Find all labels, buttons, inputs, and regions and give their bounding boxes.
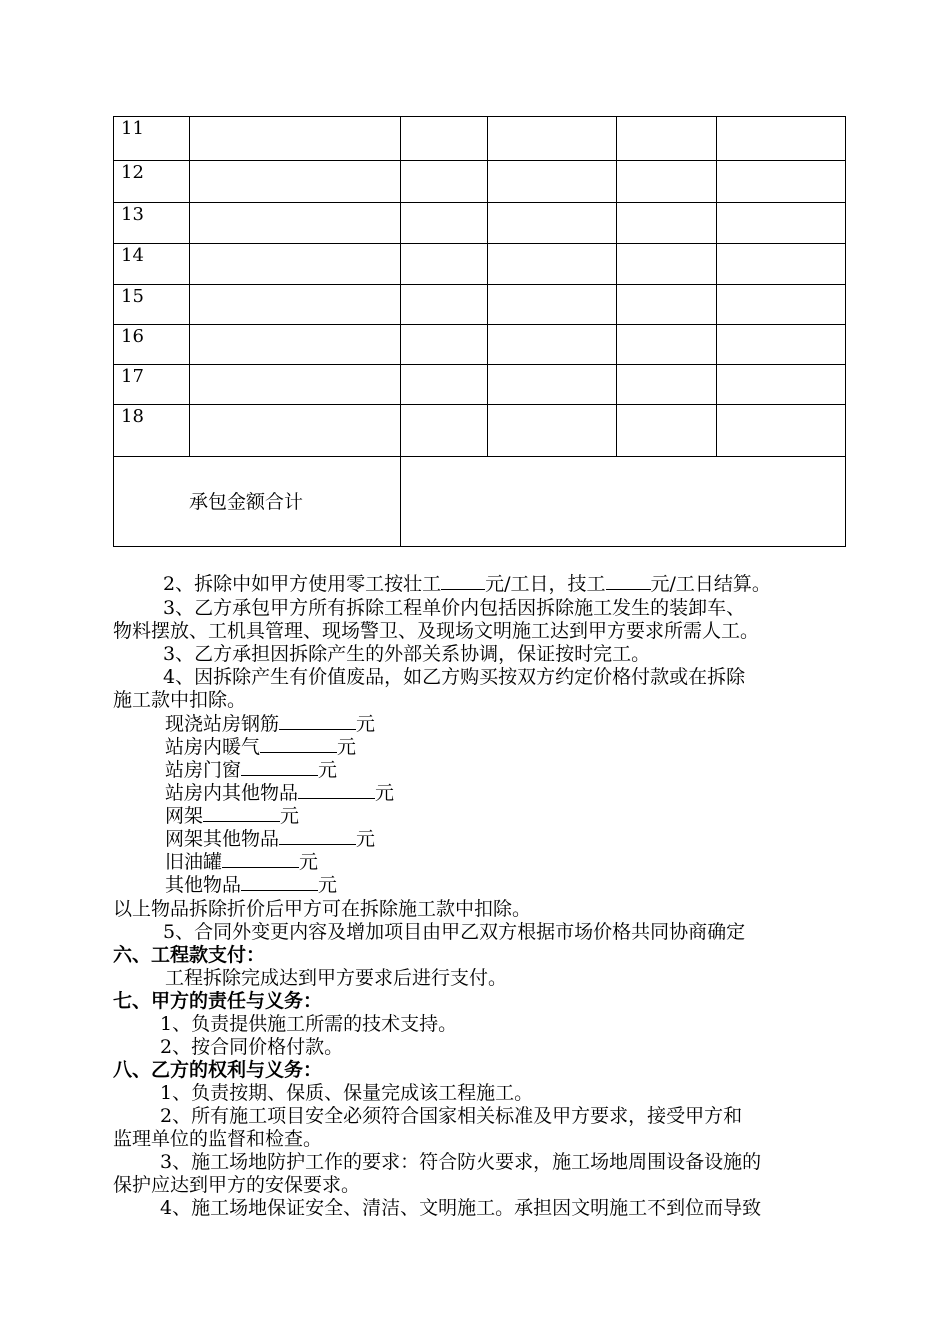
item-name: 站房内其他物品	[165, 782, 299, 804]
clause-4-line1: 4、因拆除产生有价值废品，如乙方购买按双方约定价格付款或在拆除	[163, 666, 746, 688]
item-name: 站房门窗	[165, 759, 242, 781]
item-name: 旧油罐	[165, 851, 223, 873]
section-8-title: 八、乙方的权利与义务：	[113, 1059, 323, 1081]
table-cell	[401, 161, 488, 203]
blank-field	[606, 572, 651, 590]
price-blank	[241, 758, 318, 776]
table-cell	[401, 203, 488, 244]
table-row	[114, 244, 846, 285]
table-cell	[717, 161, 846, 203]
salvage-item	[165, 804, 299, 827]
salvage-item	[165, 827, 375, 850]
total-label: 承包金额合计	[114, 457, 401, 547]
price-blank	[279, 712, 356, 730]
row-number: 13	[114, 203, 190, 244]
table-cell	[717, 244, 846, 285]
table-cell	[401, 244, 488, 285]
table-cell	[401, 117, 488, 161]
table-row	[114, 365, 846, 405]
table-row	[114, 117, 846, 161]
table-cell	[488, 365, 617, 405]
table-cell	[717, 405, 846, 457]
clause-3b: 3、乙方承担因拆除产生的外部关系协调，保证按时完工。	[163, 643, 651, 665]
salvage-item	[165, 850, 318, 873]
row-number: 12	[114, 161, 190, 203]
table-cell	[190, 285, 401, 325]
table-cell	[401, 365, 488, 405]
price-blank	[241, 873, 318, 891]
row-number: 15	[114, 285, 190, 325]
price-blank	[298, 781, 375, 799]
item-name: 现浇站房钢筋	[165, 713, 280, 735]
table-cell	[190, 325, 401, 365]
salvage-item	[165, 712, 375, 735]
table-cell	[488, 325, 617, 365]
table-cell	[488, 161, 617, 203]
section-7-item: 1、负责提供施工所需的技术支持。	[160, 1013, 458, 1035]
table-cell	[717, 285, 846, 325]
section-7-title: 七、甲方的责任与义务：	[113, 990, 323, 1012]
item-unit: 元	[375, 782, 395, 804]
clause-4-line2: 施工款中扣除。	[113, 689, 247, 711]
total-row	[114, 457, 846, 547]
table-cell	[190, 244, 401, 285]
table-cell	[190, 405, 401, 457]
item-unit: 元	[356, 713, 376, 735]
row-number: 11	[114, 117, 190, 161]
table-row	[114, 285, 846, 325]
item-unit: 元	[318, 874, 338, 896]
total-amount-cell	[401, 457, 846, 547]
section-8-item-1: 1、负责按期、保质、保量完成该工程施工。	[160, 1082, 534, 1104]
table-cell	[488, 285, 617, 325]
salvage-item	[165, 758, 337, 781]
table-cell	[401, 285, 488, 325]
table-cell	[617, 203, 717, 244]
table-cell	[617, 161, 717, 203]
table-cell	[488, 405, 617, 457]
clause-5: 5、合同外变更内容及增加项目由甲乙双方根据市场价格共同协商确定	[163, 921, 746, 943]
salvage-item	[165, 781, 394, 804]
table-row	[114, 325, 846, 365]
table-row	[114, 161, 846, 203]
section-8-item-4: 4、施工场地保证安全、清洁、文明施工。承担因文明施工不到位而导致	[160, 1197, 762, 1219]
table-cell	[190, 117, 401, 161]
row-number: 16	[114, 325, 190, 365]
price-blank	[222, 850, 299, 868]
item-name: 网架	[165, 805, 204, 827]
salvage-item	[165, 873, 337, 896]
row-number: 14	[114, 244, 190, 285]
table-cell	[401, 325, 488, 365]
clause-3a-line1: 3、乙方承包甲方所有拆除工程单价内包括因拆除施工发生的装卸车、	[163, 597, 746, 619]
table-cell	[617, 244, 717, 285]
table-cell	[488, 117, 617, 161]
table-cell	[488, 244, 617, 285]
blank-field	[441, 572, 485, 590]
price-blank	[260, 735, 337, 753]
clause-2: 2、拆除中如甲方使用零工按壮工 元/工日，技工 元/工日结算。	[163, 573, 771, 595]
cost-table	[113, 116, 846, 547]
row-number: 17	[114, 365, 190, 405]
price-blank	[203, 804, 280, 822]
table-cell	[617, 365, 717, 405]
section-8-item-2-line2: 监理单位的监督和检查。	[113, 1128, 323, 1150]
table-cell	[717, 365, 846, 405]
table-cell	[717, 325, 846, 365]
item-unit: 元	[356, 828, 376, 850]
item-unit: 元	[318, 759, 338, 781]
section-7-item: 2、按合同价格付款。	[160, 1036, 344, 1058]
table-cell	[190, 203, 401, 244]
item-unit: 元	[280, 805, 300, 827]
salvage-item	[165, 735, 356, 758]
section-6-title: 六、工程款支付：	[113, 944, 266, 966]
table-cell	[617, 325, 717, 365]
table-cell	[190, 161, 401, 203]
table-cell	[617, 117, 717, 161]
section-8-item-3-line1: 3、施工场地防护工作的要求：符合防火要求，施工场地周围设备设施的	[160, 1151, 762, 1173]
item-unit: 元	[299, 851, 319, 873]
item-name: 站房内暖气	[165, 736, 261, 758]
section-6-body: 工程拆除完成达到甲方要求后进行支付。	[165, 967, 508, 989]
table-cell	[617, 405, 717, 457]
table-row	[114, 405, 846, 457]
table-cell	[488, 203, 617, 244]
section-8-item-2-line1: 2、所有施工项目安全必须符合国家相关标准及甲方要求，接受甲方和	[160, 1105, 743, 1127]
price-blank	[279, 827, 356, 845]
section-8-item-3-line2: 保护应达到甲方的安保要求。	[113, 1174, 361, 1196]
row-number: 18	[114, 405, 190, 457]
item-name: 网架其他物品	[165, 828, 280, 850]
table-cell	[401, 405, 488, 457]
item-unit: 元	[337, 736, 357, 758]
deduct-note: 以上物品拆除折价后甲方可在拆除施工款中扣除。	[113, 898, 532, 920]
table-row	[114, 203, 846, 244]
table-cell	[717, 117, 846, 161]
item-name: 其他物品	[165, 874, 242, 896]
table-cell	[717, 203, 846, 244]
table-cell	[617, 285, 717, 325]
table-cell	[190, 365, 401, 405]
clause-3a-line2: 物料摆放、工机具管理、现场警卫、及现场文明施工达到甲方要求所需人工。	[113, 620, 760, 642]
